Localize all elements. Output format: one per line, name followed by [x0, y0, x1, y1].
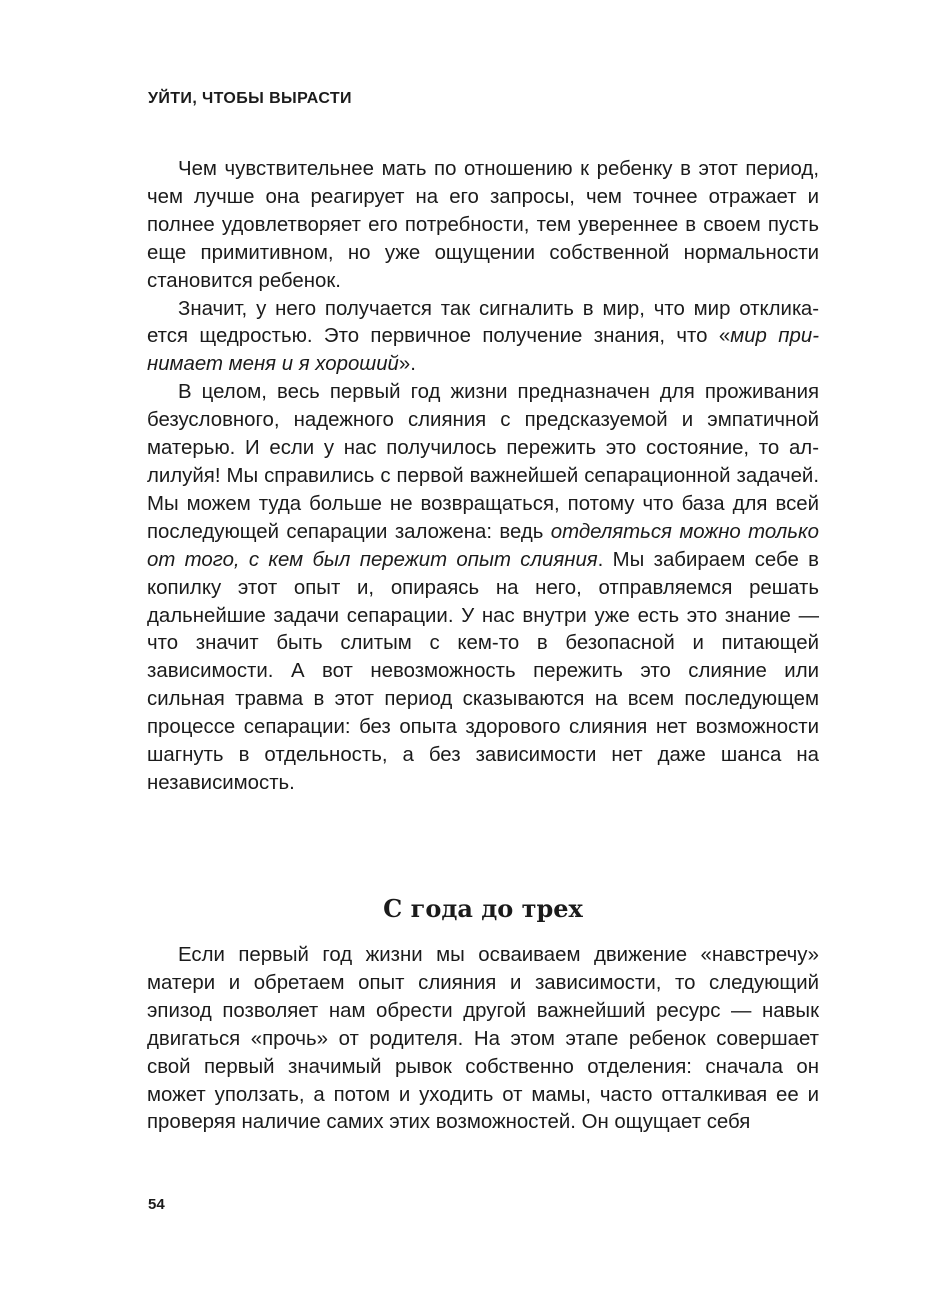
page-number: 54	[148, 1196, 165, 1213]
paragraph: Если первый год жизни мы осваиваем движение «навстречу» матери и обретаем опыт слияния и зависимости, то следующий эпизод позволяет нам обрести другой важнейший ресурс — навык двигаться «прочь» от родителя. На этом этапе ребенок совершает свой первый значимый рывок собственно отделения: сначала он может уползать, а потом и уходить от мамы, часто отталкивая ее и проверяя наличие самих этих возможностей. Он ощущает себя	[147, 944, 819, 1134]
body-text-section	[147, 942, 819, 1137]
paragraph	[147, 296, 819, 380]
paragraph	[147, 379, 819, 798]
running-head-title: УЙТИ, ЧТОБЫ ВЫРАСТИ	[148, 90, 352, 107]
paragraph-text: Значит, у него получается так сигналить в мир, что мир откликaется щедростью. Это первичное получение знания, что «	[147, 297, 819, 348]
paragraph-emphasis: мир принимает меня и я хороший	[147, 325, 819, 376]
paragraph: Чем чувствительнее мать по отношению к ребенку в этот период, чем лучше она реагирует на его запросы, чем точнее отражает и полнее удовлетворяет его потребности, тем увереннее в своем пусть еще примитивном, но уже ощущении собственной нормальности становится ребенок.	[147, 158, 819, 292]
paragraph-text: . Мы забираем себе в копилку этот опыт и, опираясь на него, отправляемся решать дальнейшие задачи сепарации. У нас внутри уже есть это знание — что значит быть слитым с кем-то в безопасной и питающей зависимости. А вот невозможность пережить это слияние или сильная травма в этот период сказываются на всем последующем процессе сепарации: без опыта здорового слияния нет возможности шагнуть в отдельность, а без зависимости нет даже шанса на независимость.	[147, 548, 819, 794]
paragraph-emphasis: отделяться можно только от того, с кем был пережит опыт слияния	[147, 520, 819, 571]
section-heading: С года до трех	[383, 894, 583, 923]
paragraph-text: ».	[398, 353, 416, 376]
paragraph-text: В целом, весь первый год жизни предназначен для проживания безусловного, надежного слияния с предсказуемой и эмпатичной матерью. И если у нас получилось пережить это состояние, то аллилуйя! Мы справились с первой важнейшей сепарационной задачей. Мы можем туда больше не возвращаться, потому что база для всей последующей сепарации заложена: ведь	[147, 381, 819, 543]
body-text-before-section	[147, 156, 819, 798]
